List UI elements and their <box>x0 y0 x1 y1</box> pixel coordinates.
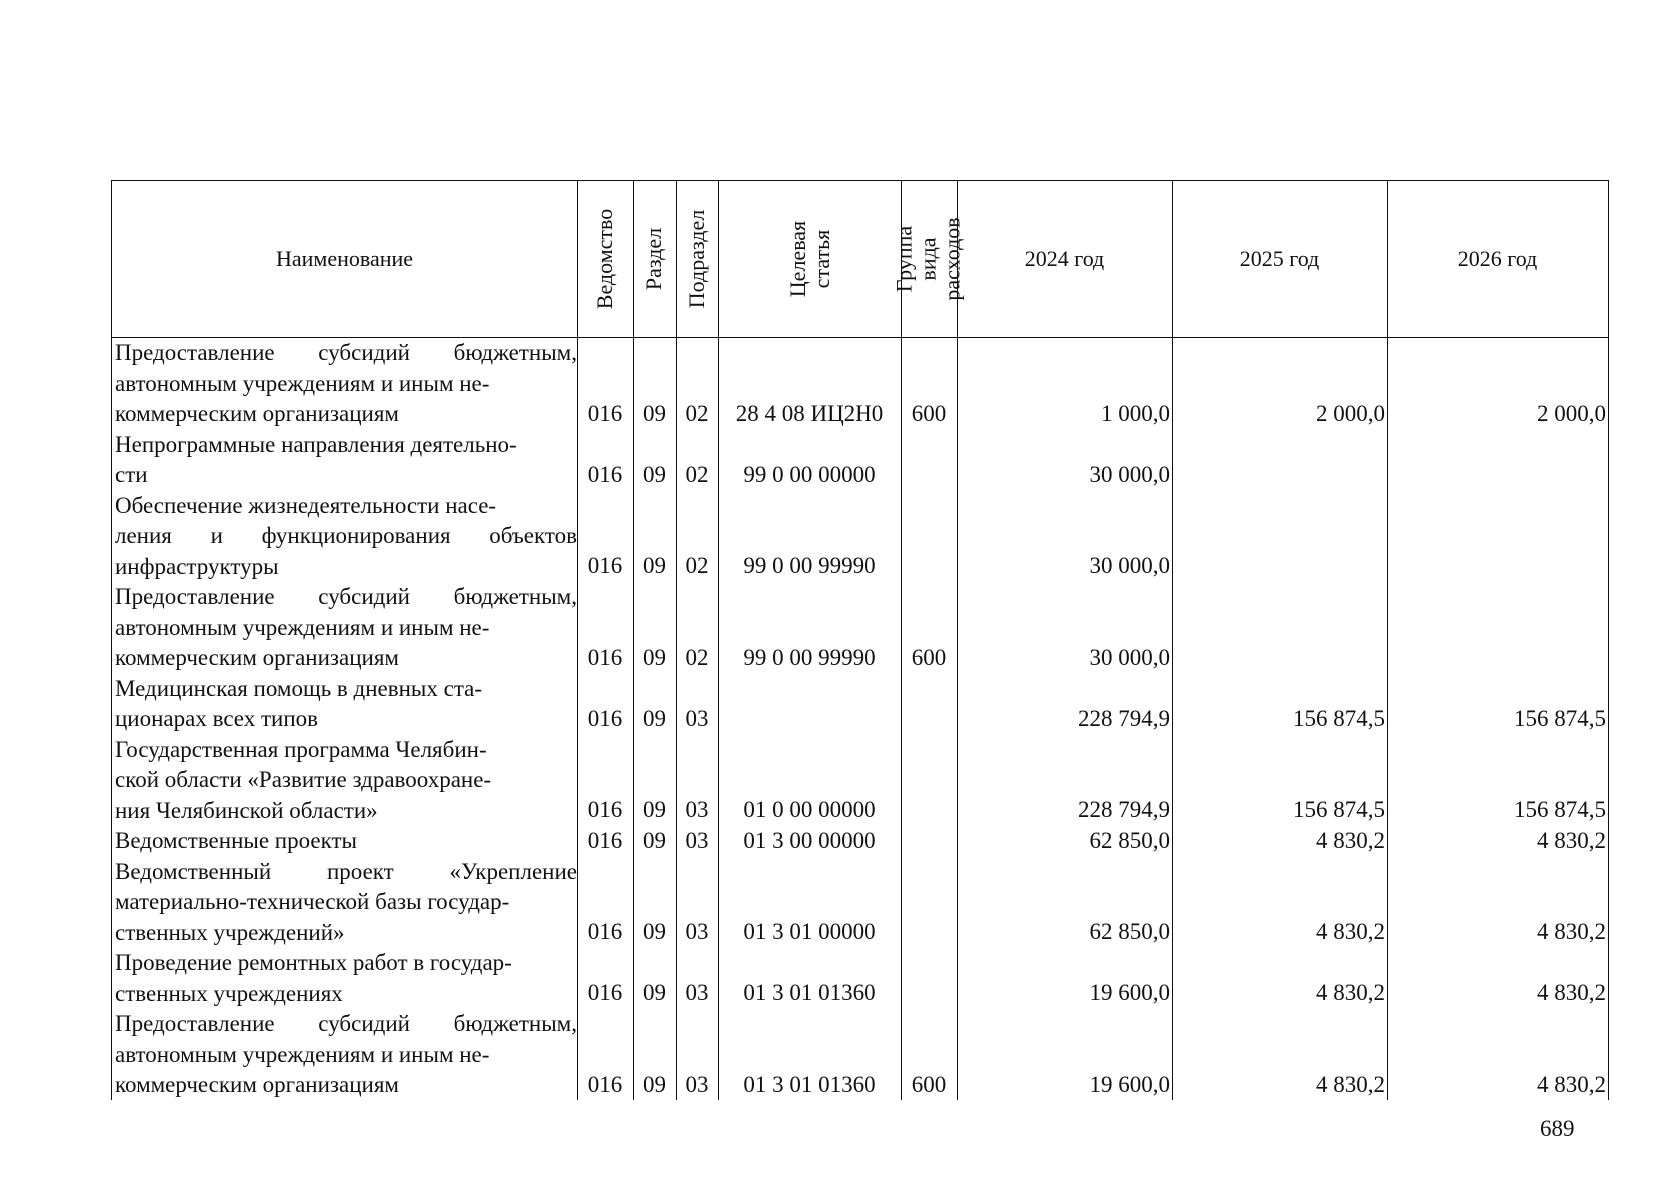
cell-2024: 30 000,0 <box>1089 461 1170 487</box>
cell-section: 09 <box>643 797 666 822</box>
cell-name: Предоставление субсидий бюджетным, автономным учреждениям и иным не- коммерческим организациям <box>115 340 577 426</box>
cell-2024: 19 600,0 <box>1089 1071 1170 1097</box>
cell-2024: 228 794,9 <box>1078 797 1170 822</box>
cell-expense-group: 600 <box>911 400 947 426</box>
cell-name: Государственная программа Челябин- ской области «Развитие здравоохране- ния Челябинской области» <box>115 736 492 823</box>
cell-department: 016 <box>587 1071 623 1097</box>
cell-subsection: 03 <box>685 919 709 944</box>
cell-2026: 4 830,2 <box>1537 827 1606 853</box>
cell-target-article: 01 3 01 00000 <box>743 919 876 944</box>
cell-name: Предоставление субсидий бюджетным, автономным учреждениям и иным не- коммерческим организациям <box>115 584 577 670</box>
header-department-label: Ведомство <box>592 208 617 310</box>
cell-department: 016 <box>587 644 623 670</box>
cell-department: 016 <box>587 827 623 853</box>
cell-section: 09 <box>643 919 666 944</box>
header-name-label: Наименование <box>275 246 414 271</box>
column-divider <box>1608 180 1609 1100</box>
header-section <box>633 181 676 337</box>
header-subsection <box>676 181 718 337</box>
cell-section: 09 <box>643 400 666 426</box>
cell-department: 016 <box>587 400 623 426</box>
cell-subsection: 03 <box>685 797 709 822</box>
cell-target-article: 99 0 00 99990 <box>743 553 876 578</box>
cell-target-article: 99 0 00 99990 <box>743 644 876 670</box>
cell-name: Обеспечение жизнедеятельности насе- ления и функционирования объектов инфраструктуры <box>115 492 577 579</box>
cell-2024: 228 794,9 <box>1078 705 1170 731</box>
cell-department: 016 <box>587 980 623 1005</box>
header-expense-group <box>892 181 965 337</box>
cell-2024: 1 000,0 <box>1101 400 1170 426</box>
table-row <box>112 857 1608 949</box>
cell-2024: 19 600,0 <box>1089 980 1170 1005</box>
cell-section: 09 <box>643 553 666 578</box>
cell-expense-group: 600 <box>911 1071 947 1097</box>
header-expense-group-label: Группа вида расходов <box>892 217 965 301</box>
cell-name: Предоставление субсидий бюджетным, автономным учреждениям и иным не- коммерческим организациям <box>115 1011 577 1097</box>
cell-2025: 4 830,2 <box>1316 980 1385 1005</box>
cell-subsection: 02 <box>685 461 709 487</box>
cell-target-article: 99 0 00 00000 <box>743 461 876 487</box>
cell-name: Проведение ремонтных работ в государ- ственных учреждениях <box>115 950 512 1006</box>
cell-subsection: 02 <box>685 553 709 578</box>
cell-section: 09 <box>643 827 666 853</box>
table-row <box>112 582 1608 674</box>
budget-table <box>111 180 1608 1100</box>
cell-name: Непрограммные направления деятельно- сти <box>115 431 517 487</box>
header-name <box>112 181 577 337</box>
header-department <box>577 181 633 337</box>
header-subsection-label: Подраздел <box>684 209 710 309</box>
cell-2024: 30 000,0 <box>1089 553 1170 578</box>
cell-department: 016 <box>587 705 623 731</box>
cell-department: 016 <box>587 919 623 944</box>
cell-2025: 156 874,5 <box>1293 797 1385 822</box>
cell-target-article: 01 3 01 01360 <box>743 980 876 1005</box>
cell-target-article: 28 4 08 ИЦ2Н0 <box>735 400 884 426</box>
cell-department: 016 <box>587 553 623 578</box>
header-2026 <box>1387 181 1608 357</box>
cell-section: 09 <box>643 461 666 487</box>
table-row <box>112 674 1608 735</box>
table-row <box>112 430 1608 491</box>
table-row <box>112 491 1608 583</box>
cell-2025: 4 830,2 <box>1316 1071 1385 1097</box>
cell-section: 09 <box>643 980 666 1005</box>
cell-2026: 2 000,0 <box>1537 400 1606 426</box>
cell-department: 016 <box>587 461 623 487</box>
cell-2024: 30 000,0 <box>1089 644 1170 670</box>
cell-subsection: 03 <box>685 827 709 853</box>
cell-target-article: 01 3 00 00000 <box>743 827 876 853</box>
table-row <box>112 948 1608 1009</box>
cell-target-article: 01 3 01 01360 <box>743 1071 876 1097</box>
header-2025 <box>1172 181 1387 357</box>
cell-section: 09 <box>643 705 666 731</box>
cell-2025: 4 830,2 <box>1316 919 1385 944</box>
cell-section: 09 <box>643 1071 666 1097</box>
cell-2025: 4 830,2 <box>1316 827 1385 853</box>
cell-2024: 62 850,0 <box>1089 919 1170 944</box>
cell-2026: 4 830,2 <box>1537 980 1606 1005</box>
cell-name: Ведомственный проект «Укрепление материально-технической базы государ- ственных учреждений» <box>115 858 577 945</box>
cell-subsection: 02 <box>685 400 709 426</box>
header-section-label: Раздел <box>641 227 667 291</box>
cell-2026: 4 830,2 <box>1537 1071 1606 1097</box>
cell-subsection: 02 <box>685 644 709 670</box>
cell-2025: 2 000,0 <box>1316 400 1385 426</box>
cell-subsection: 03 <box>685 980 709 1005</box>
table-row <box>112 826 1608 857</box>
header-2025-label: 2025 год <box>1239 246 1320 271</box>
cell-section: 09 <box>643 644 666 670</box>
cell-name: Ведомственные проекты <box>115 828 357 853</box>
cell-2025: 156 874,5 <box>1293 705 1385 731</box>
cell-department: 016 <box>587 797 623 822</box>
cell-2026: 156 874,5 <box>1514 797 1606 822</box>
cell-name: Медицинская помощь в дневных ста- ционарах всех типов <box>115 675 483 731</box>
header-2024-label: 2024 год <box>1024 246 1105 271</box>
table-header <box>112 180 1608 338</box>
cell-subsection: 03 <box>685 1071 709 1097</box>
cell-2026: 156 874,5 <box>1514 705 1606 731</box>
header-target-article <box>718 181 901 337</box>
table-row <box>112 338 1608 430</box>
table-row <box>112 735 1608 827</box>
page-number: 689 <box>1540 1116 1575 1141</box>
header-target-article-label: Целевая статья <box>784 220 834 298</box>
cell-target-article: 01 0 00 00000 <box>743 797 876 822</box>
cell-2026: 4 830,2 <box>1537 919 1606 944</box>
cell-expense-group: 600 <box>911 644 947 670</box>
header-2024 <box>957 181 1172 357</box>
header-2026-label: 2026 год <box>1457 246 1538 271</box>
table-row <box>112 1009 1608 1101</box>
cell-2024: 62 850,0 <box>1089 827 1170 853</box>
cell-subsection: 03 <box>685 705 709 731</box>
